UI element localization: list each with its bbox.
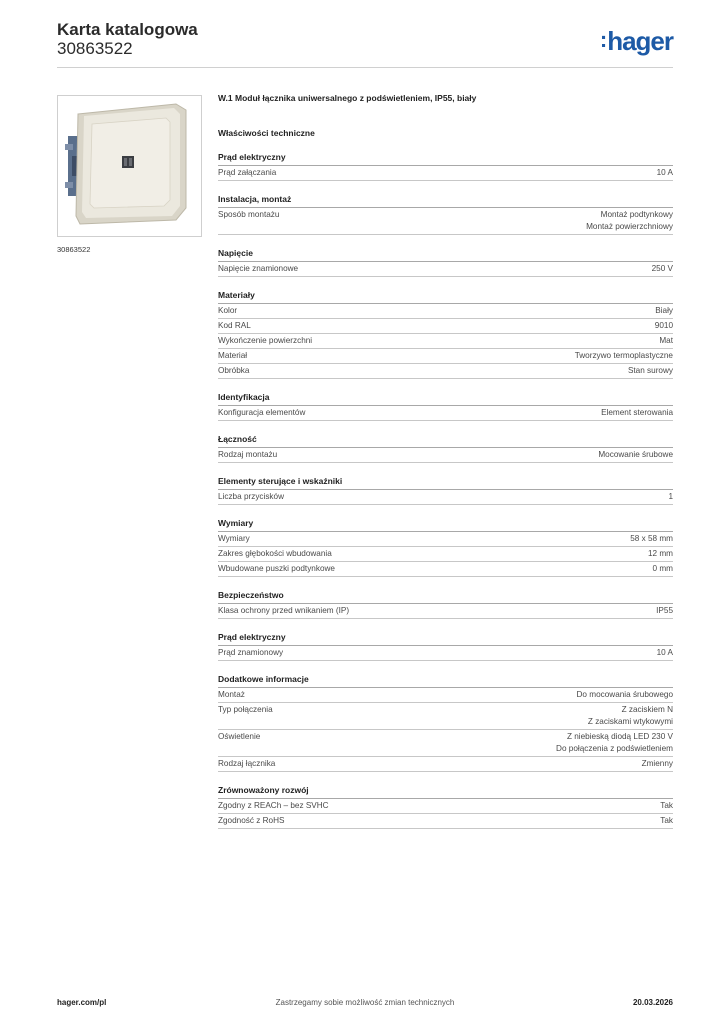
footer-date: 20.03.2026: [632, 998, 673, 1007]
property-section: [218, 433, 673, 463]
content-area: [218, 91, 673, 841]
property-row: [218, 406, 673, 421]
property-section: [218, 193, 673, 235]
section-title: Identyfikacja: [218, 391, 673, 406]
property-row: [218, 730, 673, 757]
property-value-line: 250 V: [651, 264, 673, 273]
property-section: [218, 391, 673, 421]
property-value: [575, 350, 673, 362]
section-title: Prąd elektryczny: [218, 631, 673, 646]
property-label: Obróbka: [218, 366, 250, 375]
property-section: [218, 247, 673, 277]
hager-logo: [600, 28, 673, 54]
property-value-line: Biały: [655, 306, 673, 315]
document-title: Karta katalogowa: [57, 20, 198, 39]
property-label: Typ połączenia: [218, 705, 273, 714]
property-value-line: Element sterowania: [601, 408, 673, 417]
property-label: Kod RAL: [218, 321, 251, 330]
property-value-line: 9010: [654, 321, 673, 330]
property-value-line: Do połączenia z podświetleniem: [556, 744, 673, 753]
property-label: Wymiary: [218, 534, 250, 543]
property-value: [655, 320, 673, 332]
property-value: [652, 263, 673, 275]
property-value: [660, 815, 673, 827]
property-section: [218, 589, 673, 619]
property-row: [218, 547, 673, 562]
footer-website: hager.com/pl: [57, 998, 107, 1007]
property-label: Napięcie znamionowe: [218, 264, 299, 273]
property-value: [601, 407, 673, 419]
property-value: [668, 491, 673, 503]
property-value: [598, 449, 673, 461]
page-header: [57, 20, 673, 65]
property-label: Montaż: [218, 690, 245, 699]
property-label: Materiał: [218, 351, 248, 360]
property-row: [218, 562, 673, 577]
property-value: [657, 167, 673, 179]
property-row: [218, 262, 673, 277]
property-value-line: Montaż podtynkowy: [600, 210, 673, 219]
image-caption: 30863522: [57, 245, 91, 254]
section-title: Elementy sterujące i wskaźniki: [218, 475, 673, 490]
property-section: [218, 151, 673, 181]
property-value-line: IP55: [656, 606, 673, 615]
property-value: [655, 305, 673, 317]
property-value: [642, 758, 673, 770]
property-section: [218, 475, 673, 505]
property-value-line: Zmienny: [641, 759, 673, 768]
property-label: Zakres głębokości wbudowania: [218, 549, 332, 558]
property-value: [648, 548, 673, 560]
property-value-line: Montaż powierzchniowy: [586, 222, 673, 231]
property-row: [218, 334, 673, 349]
property-label: Wykończenie powierzchni: [218, 336, 313, 345]
property-row: [218, 703, 673, 730]
property-row: [218, 604, 673, 619]
property-value-line: Do mocowania śrubowego: [576, 690, 673, 699]
section-title: Wymiary: [218, 517, 673, 532]
property-value-line: Stan surowy: [627, 366, 673, 375]
property-value-line: 12 mm: [647, 549, 673, 558]
section-title: Prąd elektryczny: [218, 151, 673, 166]
property-label: Rodzaj montażu: [218, 450, 278, 459]
property-value: [656, 605, 673, 617]
property-label: Prąd znamionowy: [218, 648, 284, 657]
property-value: [653, 563, 673, 575]
property-row: [218, 304, 673, 319]
property-row: [218, 757, 673, 772]
property-value: [657, 647, 673, 659]
section-title: Dodatkowe informacje: [218, 673, 673, 688]
property-label: Zgodny z REACh – bez SVHC: [218, 801, 329, 810]
property-row: [218, 166, 673, 181]
property-value: [628, 365, 673, 377]
section-title: Instalacja, montaż: [218, 193, 673, 208]
property-value: [630, 533, 673, 545]
logo-text: hager: [607, 26, 673, 56]
property-row: [218, 646, 673, 661]
property-value-line: Z zaciskiem N: [621, 705, 673, 714]
section-title: Zrównoważony rozwój: [218, 784, 673, 799]
property-label: Klasa ochrony przed wnikaniem (IP): [218, 606, 350, 615]
property-value-line: Tak: [660, 816, 673, 825]
property-value-line: 10 A: [656, 168, 673, 177]
section-title: Bezpieczeństwo: [218, 589, 673, 604]
property-row: [218, 814, 673, 829]
property-value: [577, 689, 673, 701]
property-value: [659, 335, 673, 347]
property-value-line: 10 A: [656, 648, 673, 657]
property-label: Oświetlenie: [218, 732, 261, 741]
property-label: Prąd załączania: [218, 168, 277, 177]
property-value: [660, 800, 673, 812]
property-row: [218, 364, 673, 379]
property-label: Wbudowane puszki podtynkowe: [218, 564, 335, 573]
property-label: Kolor: [218, 306, 238, 315]
property-label: Zgodność z RoHS: [218, 816, 285, 825]
property-value-line: 0 mm: [652, 564, 673, 573]
property-row: [218, 208, 673, 235]
section-title: Napięcie: [218, 247, 673, 262]
page-footer: [57, 998, 673, 1010]
product-image: [57, 95, 202, 237]
property-label: Sposób montażu: [218, 210, 280, 219]
property-value-line: Mocowanie śrubowe: [598, 450, 673, 459]
property-value-line: 1: [668, 492, 673, 501]
property-value-line: Tworzywo termoplastyczne: [574, 351, 673, 360]
property-row: [218, 319, 673, 334]
property-section: [218, 631, 673, 661]
properties-heading: Właściwości techniczne: [218, 128, 315, 138]
property-value: [556, 731, 673, 755]
property-label: Konfiguracja elementów: [218, 408, 306, 417]
document-number: 30863522: [57, 39, 133, 58]
property-value-line: Z niebieską diodą LED 230 V: [566, 732, 673, 741]
property-row: [218, 490, 673, 505]
footer-note: Zastrzegamy sobie możliwość zmian technicznych: [275, 998, 455, 1007]
switch-module-icon: [58, 96, 201, 236]
property-label: Rodzaj łącznika: [218, 759, 276, 768]
property-value-line: Z zaciskami wtykowymi: [587, 717, 673, 726]
property-label: Liczba przycisków: [218, 492, 284, 501]
property-row: [218, 448, 673, 463]
property-row: [218, 799, 673, 814]
properties-list: [218, 151, 673, 829]
property-value: [588, 704, 673, 728]
section-title: Łączność: [218, 433, 673, 448]
property-section: [218, 784, 673, 829]
property-section: [218, 517, 673, 577]
product-title: W.1 Moduł łącznika uniwersalnego z podświetleniem, IP55, biały: [218, 93, 477, 103]
header-divider: [57, 67, 673, 68]
property-row: [218, 688, 673, 703]
property-value: [586, 209, 673, 233]
property-value-line: Mat: [659, 336, 673, 345]
property-value-line: Tak: [660, 801, 673, 810]
logo-dots-icon: :: [599, 27, 607, 52]
property-row: [218, 532, 673, 547]
section-title: Materiały: [218, 289, 673, 304]
property-section: [218, 673, 673, 772]
property-value-line: 58 x 58 mm: [630, 534, 673, 543]
property-row: [218, 349, 673, 364]
property-section: [218, 289, 673, 379]
